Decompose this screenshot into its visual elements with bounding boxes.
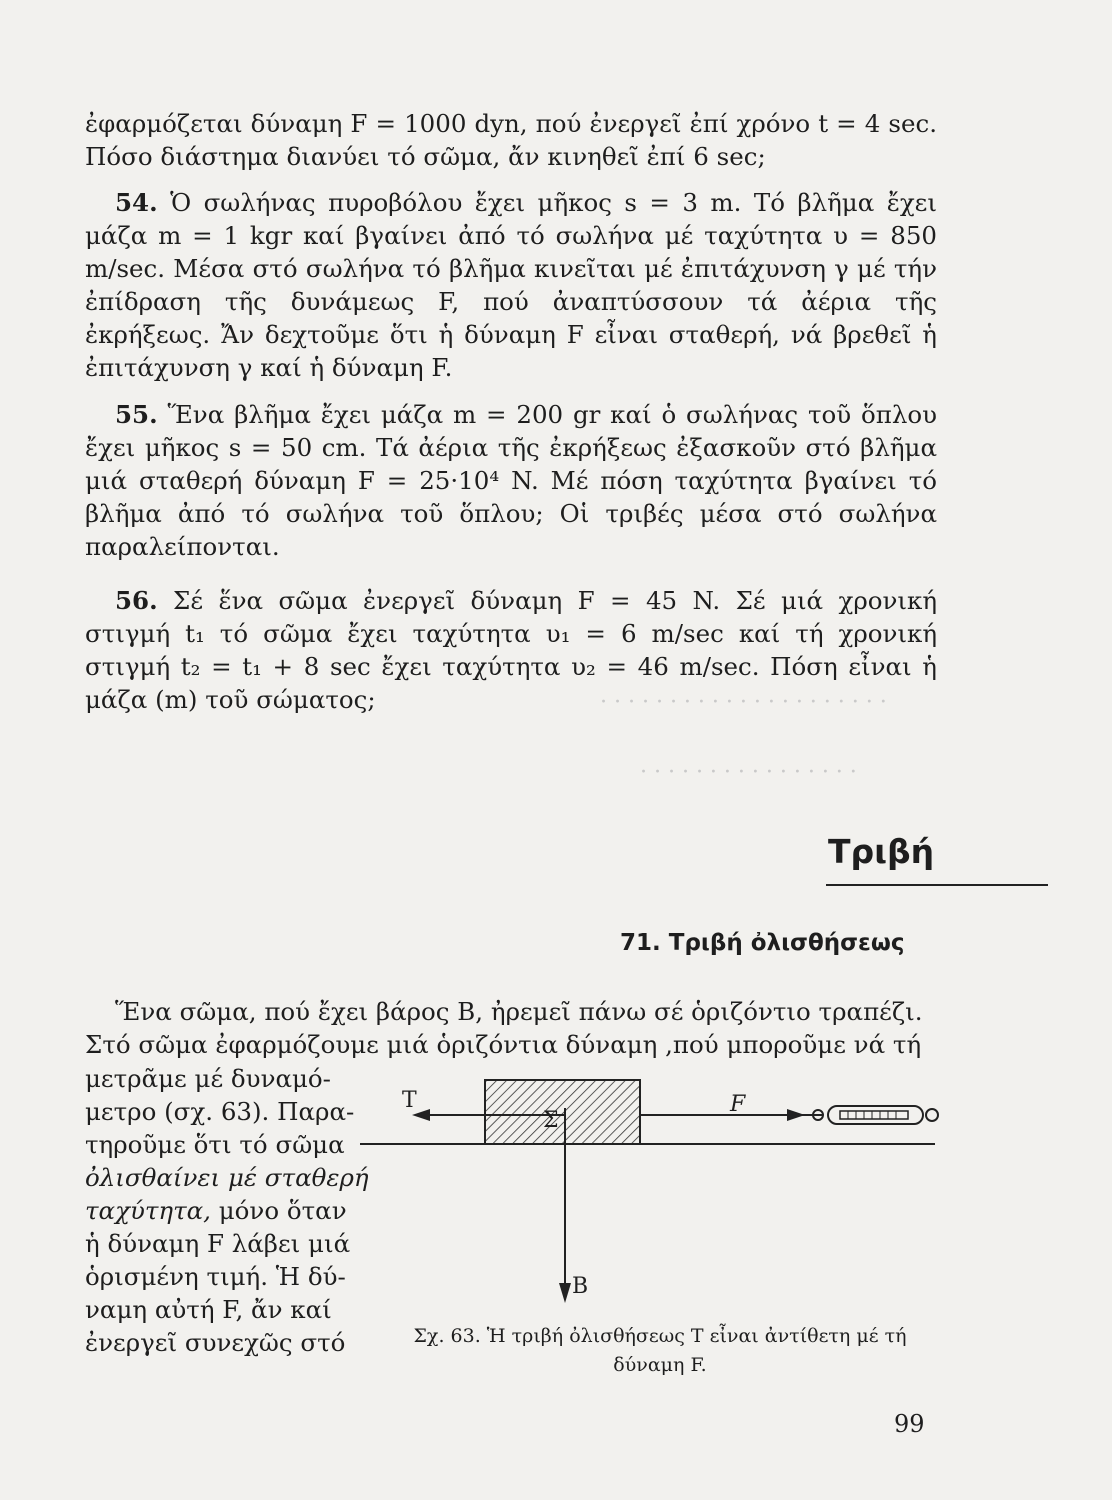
problem-number: 56. (115, 586, 158, 615)
italic-fragment: ταχύτητα, (85, 1196, 211, 1225)
text-line: ὁρισμένη τιμή. Ἡ δύ- (85, 1262, 346, 1291)
dynamometer-icon (790, 1106, 938, 1124)
text-line-mixed (85, 1194, 347, 1227)
wrapped-text-column (85, 1062, 369, 1359)
figure-caption: Σχ. 63. Ἡ τριβή ὀλισθήσεως T εἶναι ἀντίθετη μέ τή δύναμη F. (413, 1325, 907, 1376)
label-T: T (402, 1088, 417, 1113)
hatched-block (485, 1080, 640, 1144)
problem-55 (85, 398, 937, 563)
problem-text: Ἕνα βλῆμα ἔχει μάζα m = 200 gr καί ὁ σωλήνας τοῦ ὅπλου ἔχει μῆκος s = 50 cm. Τά ἀέρια τῆς ἐκρήξεως ἐξασκοῦν στό βλῆμα μιά σταθερή δύναμη F = 25·10⁴ N. Μέ πόση ταχύτητα βγαίνει τό βλῆμα ἀπό τό σωλήνα τοῦ ὅπλου; Οἱ τριβές μέσα στό σωλήνα παραλείπονται. (85, 400, 937, 561)
problem-number: 54. (115, 188, 158, 217)
problem-53-continuation: ἐφαρμόζεται δύναμη F = 1000 dyn, πού ἐνεργεῖ ἐπί χρόνο t = 4 sec. Πόσο διάστημα διανύει τό σῶμα, ἄν κινηθεῖ ἐπί 6 sec; (85, 109, 937, 171)
friction-diagram (350, 1078, 940, 1308)
bleed-through-decoration: · · · · · · · · · · · · · · · · · · · · · (600, 690, 887, 715)
label-B: B (572, 1274, 589, 1299)
chapter-title: Τριβή (828, 832, 935, 871)
figure-63 (350, 1078, 940, 1308)
chapter-divider (826, 884, 1048, 886)
label-F: F (730, 1092, 746, 1117)
text-line: ἐνεργεῖ συνεχῶς στό (85, 1328, 346, 1357)
text-fragment: μόνο ὅταν (210, 1196, 347, 1225)
problem-54 (85, 186, 937, 384)
section-title: 71. Τριβή ὀλισθήσεως (620, 930, 905, 956)
text-line: μετρᾶμε μέ δυναμό- (85, 1064, 331, 1093)
problem-text: Σέ ἕνα σῶμα ἐνεργεῖ δύναμη F = 45 N. Σέ μιά χρονική στιγμή t₁ τό σῶμα ἔχει ταχύτητα υ₁ = 6 m/sec καί τή χρονική στιγμή t₂ = t₁ + 8 sec ἔχει ταχύτητα υ₂ = 46 m/sec. Πόση εἶναι ἡ μάζα (m) τοῦ σώματος; (85, 586, 938, 714)
page-number: 99 (894, 1410, 925, 1438)
text-line: ναμη αὐτή F, ἄν καί (85, 1295, 332, 1324)
problem-56 (85, 584, 937, 716)
text-line: τηροῦμε ὅτι τό σῶμα (85, 1130, 345, 1159)
intro-line-2: Στό σῶμα ἐφαρμόζουμε μιά ὁριζόντια δύναμη ,πού μποροῦμε νά τή (85, 1030, 922, 1059)
bleed-through-decoration: · · · · · · · · · · · · · · · · (640, 760, 857, 785)
problem-number: 55. (115, 400, 158, 429)
intro-line-1: Ἕνα σῶμα, πού ἔχει βάρος Β, ἠρεμεῖ πάνω σέ ὁριζόντιο τραπέζι. (115, 997, 923, 1026)
problem-text: Ὁ σωλήνας πυροβόλου ἔχει μῆκος s = 3 m. Τό βλῆμα ἔχει μάζα m = 1 kgr καί βγαίνει ἀπό τό σωλήνα μέ ταχύτητα υ = 850 m/sec. Μέσα στό σωλήνα τό βλῆμα κινεῖται μέ ἐπιτάχυνση γ μέ τήν ἐπίδραση τῆς δυνάμεως F, πού ἀναπτύσσουν τά ἀέρια τῆς ἐκρήξεως. Ἄν δεχτοῦμε ὅτι ἡ δύναμη F εἶναι σταθερή, νά βρεθεῖ ἡ ἐπιτάχυνση γ καί ἡ δύναμη F. (85, 188, 937, 382)
label-S: Σ (543, 1108, 559, 1133)
text-line-italic: ὀλισθαίνει μέ σταθερή (85, 1163, 369, 1192)
weight-arrowhead (559, 1283, 571, 1303)
text-line: ἡ δύναμη F λάβει μιά (85, 1229, 351, 1258)
text-line: μετρο (σχ. 63). Παρα- (85, 1097, 355, 1126)
